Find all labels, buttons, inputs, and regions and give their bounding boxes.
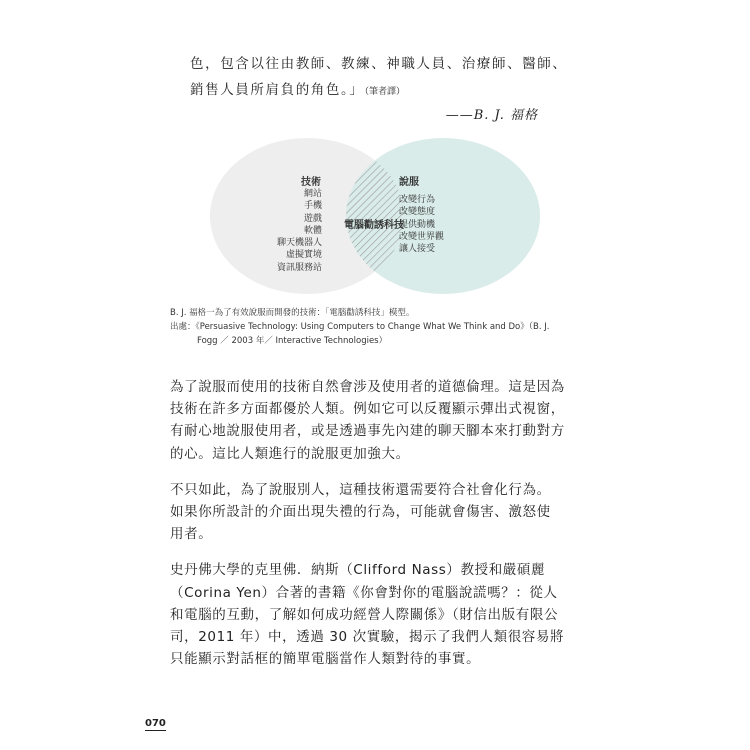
text-line: 司，2011 年）中，透過 30 次實驗，揭示了我們人類很容易將 [170,629,565,646]
quote-attribution [446,104,538,123]
technology-item: 手機 [303,201,322,212]
persuasion-item: 改變世界觀 [399,231,445,242]
venn-diagram [210,137,540,295]
technology-item: 聊天機器人 [276,238,322,249]
body-text [170,376,590,684]
technology-item: 網站 [303,189,322,199]
text-line: 技術在許多方面都優於人類。例如它可以反覆顯示彈出式視窗， [170,401,565,418]
attribution-dash: —— [445,108,474,123]
paragraph [170,479,590,546]
quote-line-text: 銷售人員所肩負的角色。」 [190,82,365,98]
quote-line: 色，包含以往由教師、教練、神職人員、治療師、醫師、 [190,56,568,72]
overlap-label: 電腦勸誘科技 [344,220,404,231]
text-line: 有耐心地說服使用者，或是透過事先內建的聊天腳本來打動對方 [170,423,565,440]
technology-title: 技術 [301,177,321,188]
text-line: 不只如此，為了說服別人，這種技術還需要符合社會化行為。 [170,481,551,498]
persuasion-list [399,194,444,255]
paragraph [170,376,590,465]
persuasion-item: 改變態度 [399,207,436,218]
persuasion-title: 說服 [399,177,419,188]
text-line: 和電腦的互動，了解如何成功經營人際關係》（財信出版有限公 [170,606,559,623]
technology-item: 軟體 [303,225,322,236]
translator-note: （筆者譯） [364,87,405,97]
technology-item: 虛擬實境 [285,250,322,261]
text-line: 為了說服而使用的技術自然會涉及使用者的道德倫理。這是因為 [170,379,565,395]
caption-source: 出處：《Persuasive Technology: Using Computers to Change What We Think and Do》（B. J. [170,322,550,332]
quote-block [190,51,570,105]
text-line: 如果你所設計的介面出現失禮的行為，可能就會傷害、激怒使 [170,504,551,521]
text-line: 只能顯示對話框的簡單電腦當作人類對待的事實。 [170,651,481,668]
persuasion-item: 讓人接受 [399,244,436,255]
text-line: 用者。 [170,526,213,543]
technology-list [277,188,322,274]
paragraph [170,559,590,670]
figure-caption [170,306,590,348]
persuasion-item: 提供動機 [399,219,436,230]
text-line: 的心。這比人類進行的說服更加強大。 [170,445,410,462]
attribution-name: B. J. 福格 [473,108,538,123]
technology-item: 資訊服務站 [276,262,322,273]
quote-line [190,77,570,105]
technology-item: 遊戲 [303,213,322,224]
text-line: （Corina Yen）合著的書籍《你會對你的電腦說謊嗎？：從人 [170,584,558,601]
caption-line: B. J. 福格一為了有效說服而開發的技術：「電腦勸誘科技」模型。 [170,308,415,318]
page-number: 070 [145,718,166,729]
text-line: 史丹佛大學的克里佛．納斯（Clifford Nass）教授和嚴碩麗 [170,562,546,579]
persuasion-item: 改變行為 [399,195,436,205]
caption-source-cont: Fogg ／ 2003 年／ Interactive Technologies） [197,336,388,346]
